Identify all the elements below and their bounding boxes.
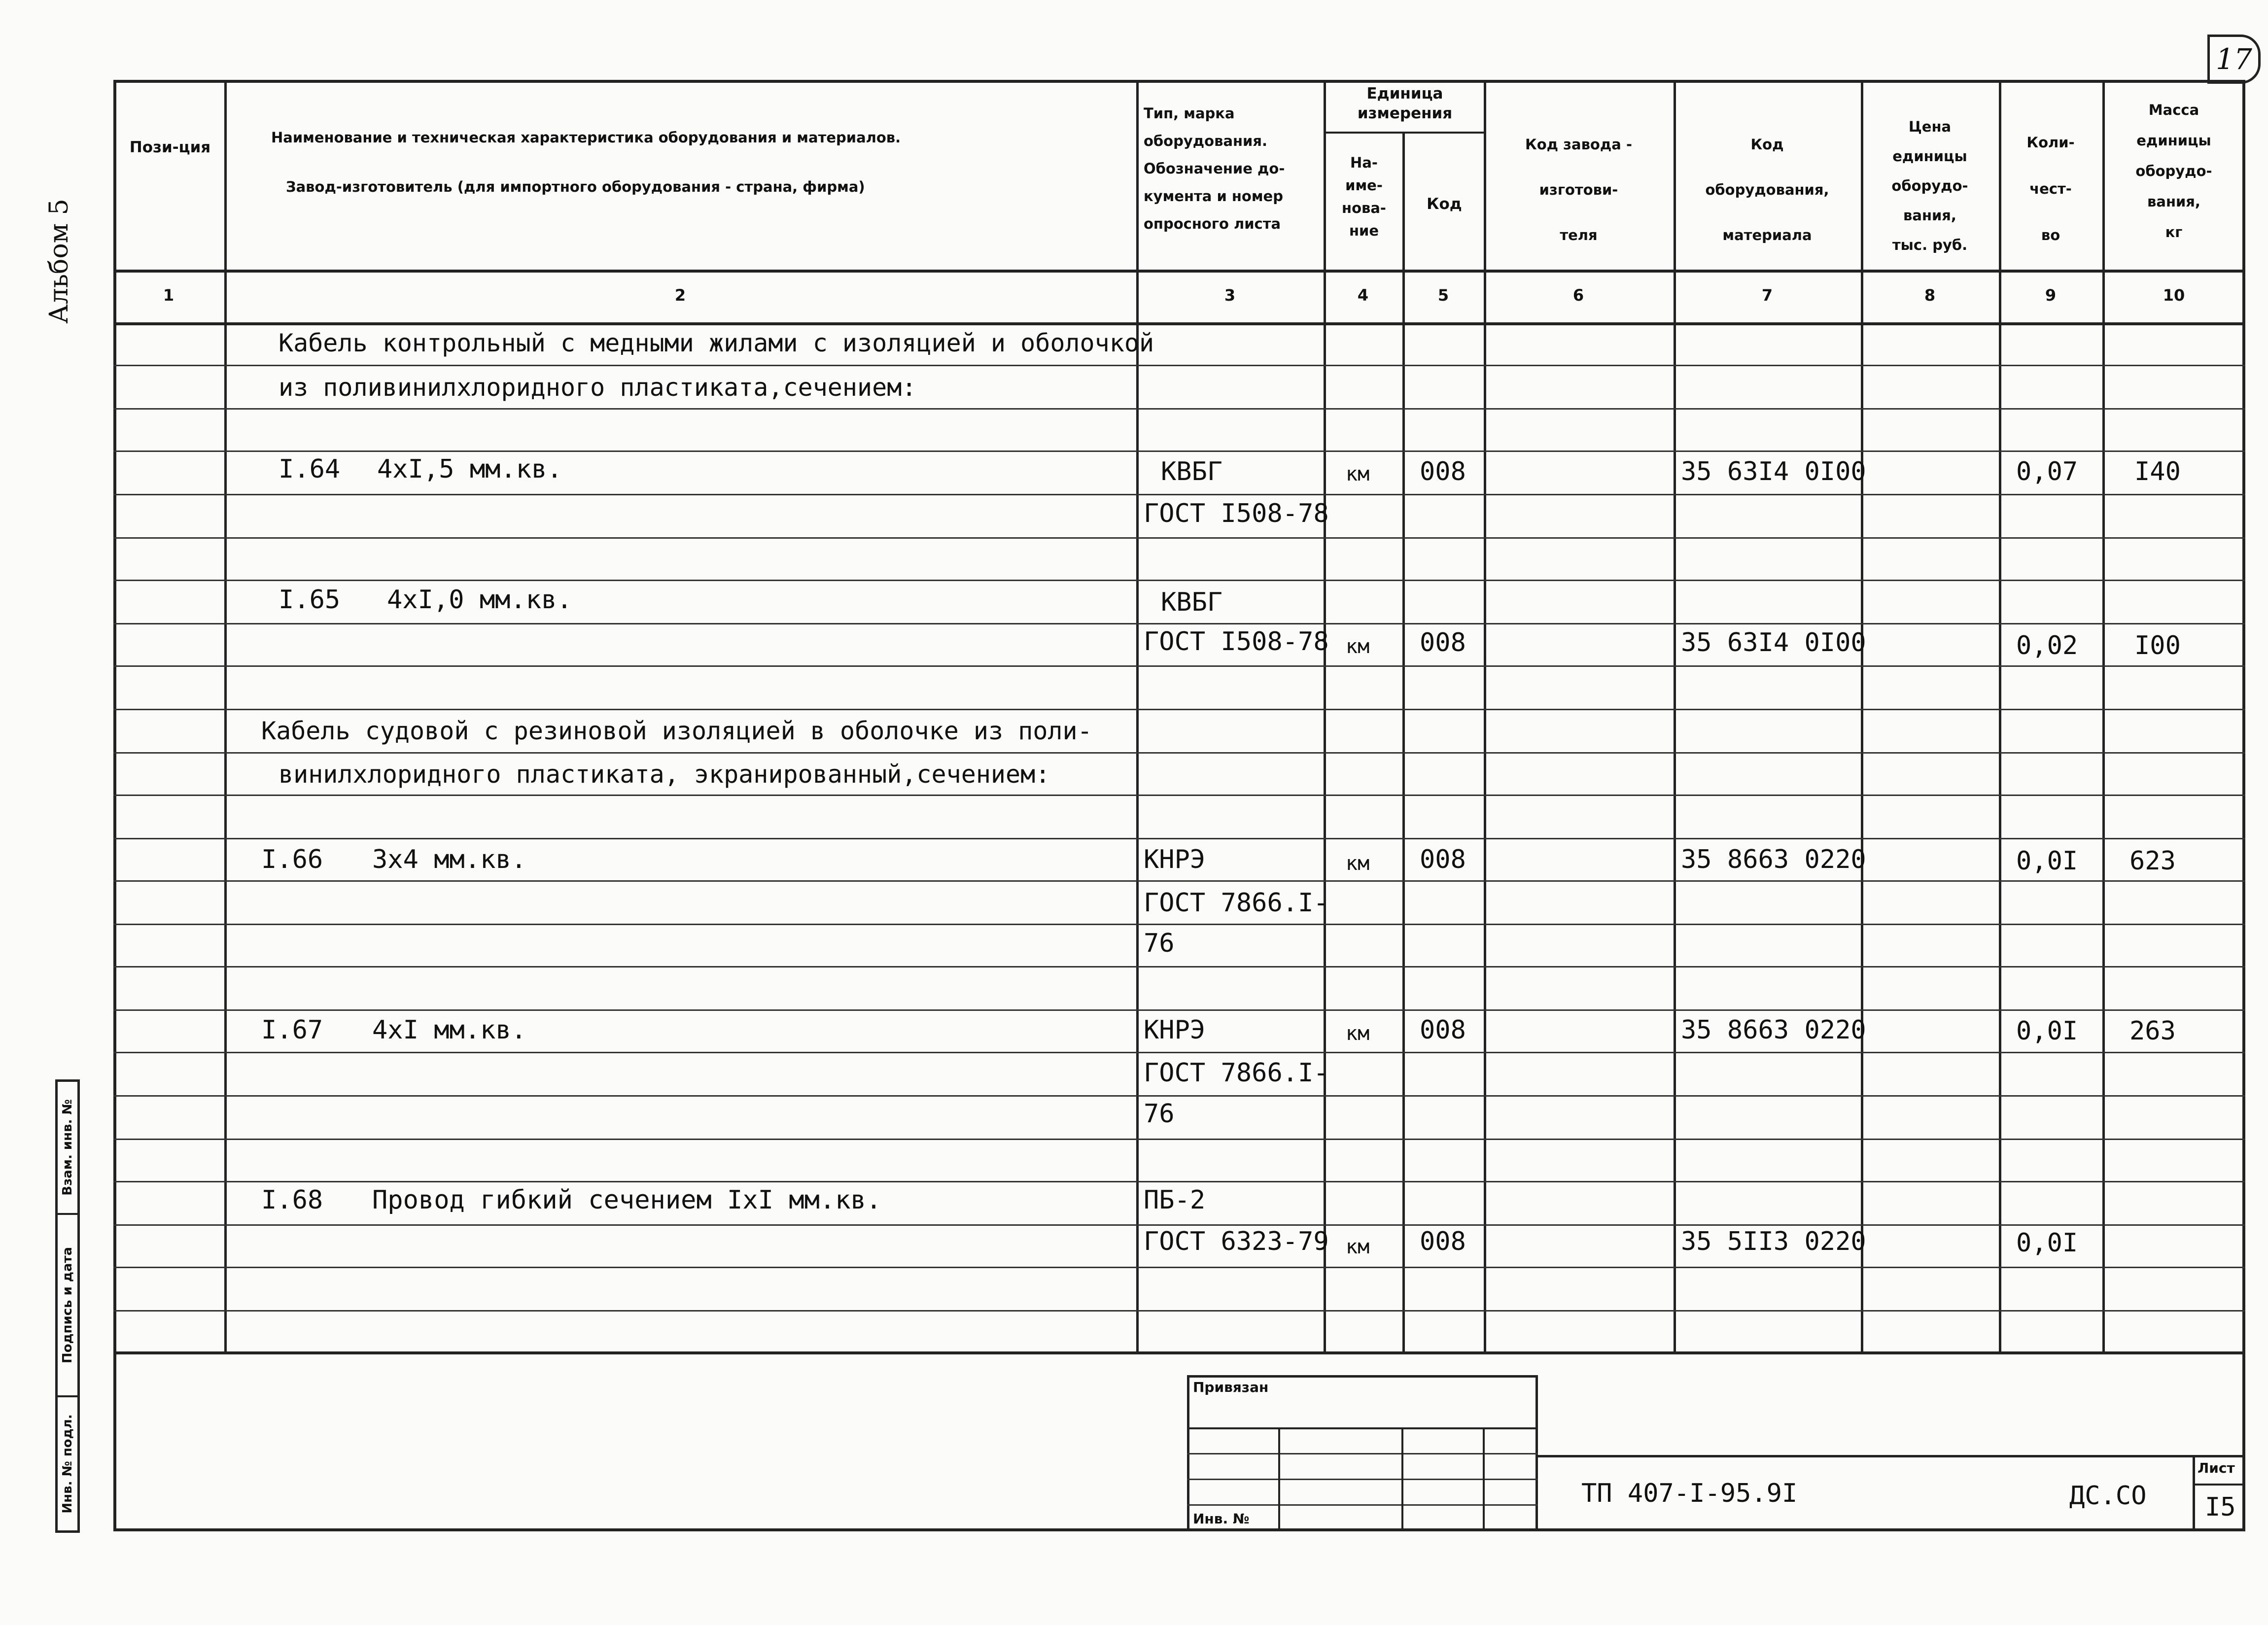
colnum-7: 7 <box>1761 286 1773 305</box>
item-code: 35 8663 0220 <box>1681 1015 1866 1045</box>
item-unit: км <box>1346 463 1370 485</box>
item-type: КВБГ <box>1161 588 1223 617</box>
header-unit-group: Единица измерения <box>1357 85 1453 122</box>
item-mass: 263 <box>2129 1016 2176 1046</box>
colnum-2: 2 <box>674 286 686 305</box>
privyazan-label: Привязан <box>1193 1379 1269 1395</box>
item-name: 4xI,5 мм.кв. <box>377 454 562 484</box>
item-name: Провод гибкий сечением IxI мм.кв. <box>372 1185 882 1215</box>
item-qty: 0,0I <box>2016 1228 2078 1258</box>
header-col4: На- име- нова- ние <box>1342 154 1386 239</box>
colnum-10: 10 <box>2163 286 2185 305</box>
item-unit: км <box>1346 635 1370 658</box>
side-stamp-podpis: Подпись и дата <box>58 1215 77 1397</box>
document-code: ТП 407-I-95.9I <box>1581 1479 1798 1508</box>
colnum-9: 9 <box>2045 286 2057 305</box>
header-col8: Цена единицы оборудо- вания, тыс. руб. <box>1891 118 1968 253</box>
item-unit: км <box>1346 1236 1370 1258</box>
colnum-6: 6 <box>1572 286 1584 305</box>
item-standard: ГОСТ 7866.I- <box>1144 1058 1329 1088</box>
header-col6: Код завода - изготови- теля <box>1525 136 1632 243</box>
section-code: ДС.СО <box>2069 1481 2147 1511</box>
header-col9: Коли- чест- во <box>2026 134 2075 243</box>
corner-sheet-number: 17 <box>2207 35 2261 84</box>
item-name: 4xI мм.кв. <box>372 1015 527 1045</box>
item-type: КНРЭ <box>1144 845 1206 874</box>
side-stamp-inv: Инв. № подл. <box>60 1414 75 1514</box>
item-standard: ГОСТ I508-78 <box>1144 627 1329 657</box>
side-stamp <box>55 1079 80 1533</box>
item-unit: км <box>1346 1022 1370 1045</box>
item-unit-code: 008 <box>1420 845 1466 874</box>
item-mass: I00 <box>2134 631 2181 660</box>
album-label: Альбом 5 <box>44 199 74 324</box>
item-name: 4xI,0 мм.кв. <box>387 585 572 615</box>
item-qty: 0,0I <box>2016 846 2078 876</box>
item-code: 35 63I4 0I00 <box>1681 457 1866 486</box>
header-col2-line1: Наименование и техническая характеристика оборудования и материалов. <box>271 129 901 146</box>
item-standard: ГОСТ 6323-79 <box>1144 1227 1329 1256</box>
item-code: 35 8663 0220 <box>1681 845 1866 874</box>
section1-line1: Кабель контрольный с медными жилами с изоляцией и оболочкой <box>279 329 1154 357</box>
section1-line2: из поливинилхлоридного пластиката,сечением: <box>279 373 917 402</box>
header-col10: Масса единицы оборудо- вания, кг <box>2135 102 2212 241</box>
item-mass: 623 <box>2129 846 2176 876</box>
item-type: КВБГ <box>1161 457 1223 486</box>
header-col2-line2: Завод-изготовитель (для импортного оборудования - страна, фирма) <box>286 178 865 195</box>
colnum-1: 1 <box>163 286 174 305</box>
item-mass: I40 <box>2134 457 2181 486</box>
colnum-4: 4 <box>1357 286 1369 305</box>
inv-no-label: Инв. № <box>1193 1511 1250 1527</box>
section2-line1: Кабель судовой с резиновой изоляцией в оболочке из поли- <box>261 717 1092 745</box>
colnum-5: 5 <box>1437 286 1449 305</box>
item-unit-code: 008 <box>1420 628 1466 657</box>
list-label: Лист <box>2198 1460 2235 1476</box>
specification-table <box>113 80 2245 1354</box>
item-qty: 0,0I <box>2016 1016 2078 1046</box>
item-code: 35 5II3 0220 <box>1681 1227 1866 1256</box>
item-standard: ГОСТ I508-78 <box>1144 499 1329 528</box>
item-unit-code: 008 <box>1420 457 1466 486</box>
list-number: I5 <box>2205 1492 2236 1522</box>
header-col1: Пози-ция <box>129 138 211 156</box>
item-type: КНРЭ <box>1144 1015 1206 1045</box>
section2-line2: винилхлоридного пластиката, экранированный,сечением: <box>279 760 1050 789</box>
item-type: ПБ-2 <box>1144 1185 1206 1215</box>
item-pos: I.67 <box>261 1015 323 1045</box>
item-unit-code: 008 <box>1420 1227 1466 1256</box>
header-col3: Тип, марка оборудования. Обозначение до- кумента и номер опросного листа <box>1144 105 1285 232</box>
item-qty: 0,07 <box>2016 457 2078 486</box>
item-standard-cont: 76 <box>1144 929 1175 958</box>
side-stamp-vzam: Взам. инв. № <box>58 1082 77 1215</box>
title-block <box>1187 1375 2245 1531</box>
item-name: 3x4 мм.кв. <box>372 845 527 874</box>
item-pos: I.65 <box>279 585 341 615</box>
item-pos: I.68 <box>261 1185 323 1215</box>
item-standard-cont: 76 <box>1144 1099 1175 1129</box>
item-code: 35 63I4 0I00 <box>1681 628 1866 657</box>
header-col5: Код <box>1427 195 1462 213</box>
item-pos: I.66 <box>261 845 323 874</box>
colnum-8: 8 <box>1924 286 1936 305</box>
item-standard: ГОСТ 7866.I- <box>1144 888 1329 918</box>
item-unit-code: 008 <box>1420 1015 1466 1045</box>
item-pos: I.64 <box>279 454 341 484</box>
colnum-3: 3 <box>1224 286 1236 305</box>
item-unit: км <box>1346 852 1370 875</box>
item-qty: 0,02 <box>2016 631 2078 660</box>
header-col7: Код оборудования, материала <box>1705 136 1829 243</box>
